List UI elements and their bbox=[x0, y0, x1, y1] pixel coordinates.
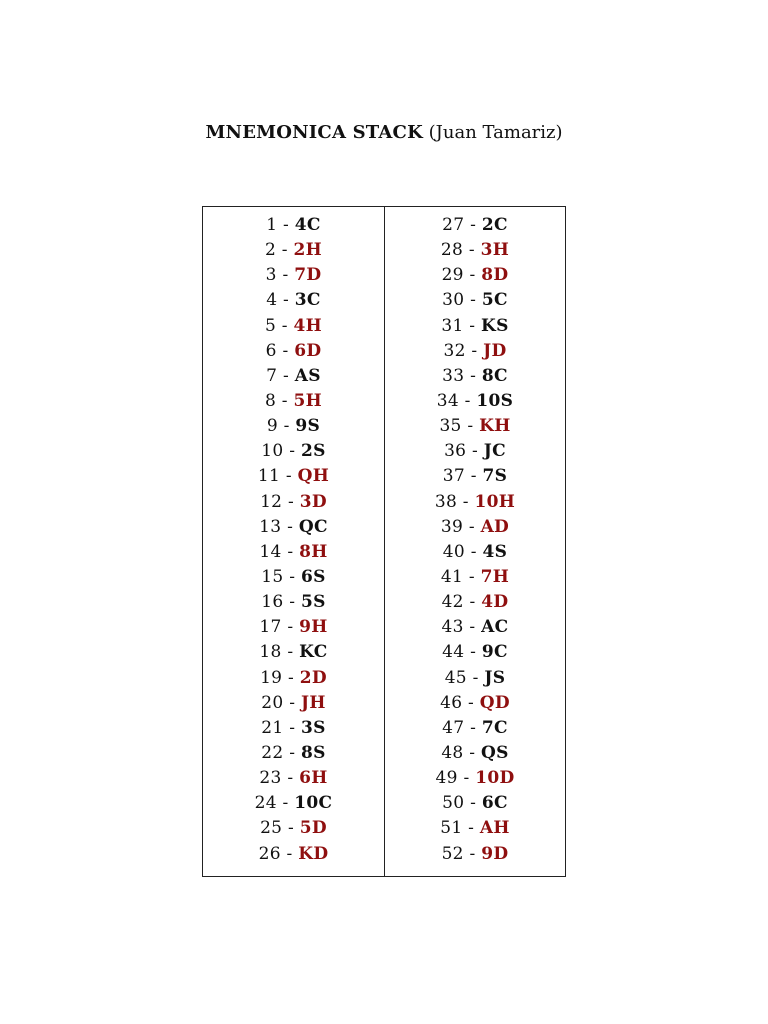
card-code: 7D bbox=[294, 265, 322, 286]
card-code: 6C bbox=[481, 793, 508, 814]
stack-entry bbox=[385, 615, 565, 640]
position-number: 22 bbox=[261, 742, 284, 763]
stack-entry bbox=[203, 364, 384, 389]
separator: - bbox=[280, 466, 298, 487]
position-number: 30 bbox=[442, 290, 465, 311]
card-code: 9C bbox=[481, 642, 508, 663]
stack-entry bbox=[203, 716, 384, 741]
separator: - bbox=[277, 215, 295, 235]
position-number: 8 bbox=[264, 390, 277, 411]
separator: - bbox=[281, 768, 300, 789]
separator: - bbox=[283, 742, 301, 763]
card-code: 2H bbox=[293, 240, 323, 261]
separator: - bbox=[457, 768, 476, 789]
separator: - bbox=[283, 692, 301, 713]
stack-entry bbox=[385, 640, 565, 665]
card-code: QC bbox=[298, 516, 328, 537]
separator: - bbox=[465, 340, 484, 361]
position-number: 24 bbox=[254, 793, 277, 814]
card-code: 5D bbox=[299, 818, 327, 839]
stack-entry bbox=[385, 263, 565, 288]
position-number: 20 bbox=[261, 692, 284, 713]
separator: - bbox=[283, 717, 301, 738]
position-number: 40 bbox=[442, 541, 466, 562]
separator: - bbox=[277, 416, 296, 437]
position-number: 14 bbox=[259, 541, 282, 562]
position-number: 15 bbox=[261, 566, 284, 587]
stack-entry bbox=[385, 842, 565, 867]
stack-entry bbox=[203, 615, 384, 640]
card-code: 10H bbox=[474, 491, 516, 512]
position-number: 43 bbox=[441, 617, 464, 638]
card-code: 9S bbox=[295, 416, 321, 437]
position-number: 32 bbox=[443, 340, 466, 361]
card-code: 3C bbox=[294, 290, 321, 311]
title-subtitle: (Juan Tamariz) bbox=[428, 122, 563, 143]
separator: - bbox=[277, 290, 295, 311]
stack-entry bbox=[385, 314, 565, 339]
separator: - bbox=[282, 818, 300, 839]
position-number: 1 bbox=[266, 215, 278, 235]
stack-entry bbox=[203, 389, 384, 414]
separator: - bbox=[276, 315, 294, 336]
card-code: 3D bbox=[299, 491, 327, 512]
separator: - bbox=[283, 566, 301, 587]
card-code: AS bbox=[294, 365, 321, 386]
card-code: JC bbox=[483, 441, 506, 462]
separator: - bbox=[281, 516, 299, 537]
position-number: 18 bbox=[259, 642, 282, 663]
separator: - bbox=[465, 466, 483, 487]
card-code: 4S bbox=[482, 541, 508, 562]
card-code: 6H bbox=[299, 768, 328, 789]
stack-entry bbox=[203, 414, 384, 439]
position-number: 21 bbox=[261, 717, 284, 738]
separator: - bbox=[463, 592, 482, 613]
separator: - bbox=[280, 843, 299, 864]
card-code: KH bbox=[479, 416, 511, 437]
card-code: KC bbox=[299, 642, 328, 663]
separator: - bbox=[463, 566, 481, 587]
separator: - bbox=[463, 240, 481, 261]
stack-entry bbox=[385, 464, 565, 489]
card-code: 10D bbox=[475, 768, 515, 789]
title-main: MNEMONICA STACK bbox=[205, 122, 423, 143]
position-number: 38 bbox=[434, 491, 458, 512]
position-number: 12 bbox=[260, 491, 283, 512]
card-code: 10S bbox=[476, 390, 514, 411]
card-code: 6D bbox=[294, 340, 322, 361]
position-number: 45 bbox=[444, 667, 467, 688]
separator: - bbox=[464, 717, 482, 738]
separator: - bbox=[281, 642, 300, 663]
separator: - bbox=[464, 642, 482, 663]
stack-entry bbox=[385, 414, 565, 439]
stack-entry bbox=[203, 213, 384, 238]
stack-entry bbox=[203, 691, 384, 716]
stack-entry bbox=[385, 741, 565, 766]
position-number: 35 bbox=[439, 416, 462, 437]
position-number: 6 bbox=[265, 340, 277, 361]
card-code: 5S bbox=[300, 592, 326, 613]
stack-column-left bbox=[203, 207, 384, 876]
position-number: 37 bbox=[442, 466, 466, 487]
stack-entry bbox=[203, 288, 384, 313]
separator: - bbox=[463, 617, 482, 638]
separator: - bbox=[463, 265, 482, 286]
stack-entry bbox=[203, 314, 384, 339]
card-code: 5C bbox=[481, 290, 508, 311]
stack-entry bbox=[203, 791, 384, 816]
position-number: 5 bbox=[264, 315, 277, 336]
separator: - bbox=[464, 793, 482, 814]
card-code: 4D bbox=[481, 592, 509, 613]
position-number: 51 bbox=[440, 818, 463, 839]
card-code: QD bbox=[479, 692, 510, 713]
separator: - bbox=[466, 441, 484, 462]
stack-entry bbox=[385, 590, 565, 615]
card-code: 2C bbox=[481, 215, 508, 235]
position-number: 52 bbox=[441, 843, 464, 864]
stack-entry bbox=[203, 590, 384, 615]
separator: - bbox=[462, 818, 480, 839]
card-code: KS bbox=[481, 315, 509, 336]
stack-entry bbox=[385, 515, 565, 540]
position-number: 4 bbox=[266, 290, 278, 311]
card-code: 7S bbox=[482, 466, 508, 487]
stack-entry bbox=[203, 666, 384, 691]
stack-entry bbox=[203, 439, 384, 464]
separator: - bbox=[283, 592, 301, 613]
stack-entry bbox=[203, 339, 384, 364]
card-code: JD bbox=[483, 340, 507, 361]
position-number: 11 bbox=[257, 466, 281, 487]
position-number: 49 bbox=[435, 768, 458, 789]
stack-entry bbox=[385, 716, 565, 741]
card-code: QS bbox=[481, 742, 509, 763]
separator: - bbox=[466, 667, 485, 688]
position-number: 41 bbox=[440, 566, 464, 587]
card-code: 5H bbox=[293, 390, 323, 411]
card-code: 8S bbox=[300, 742, 326, 763]
position-number: 26 bbox=[258, 843, 281, 864]
separator: - bbox=[276, 265, 295, 286]
separator: - bbox=[465, 541, 483, 562]
stack-entry bbox=[203, 464, 384, 489]
position-number: 33 bbox=[442, 365, 465, 386]
separator: - bbox=[283, 441, 301, 462]
card-code: QH bbox=[297, 466, 330, 487]
separator: - bbox=[462, 692, 480, 713]
separator: - bbox=[461, 416, 480, 437]
stack-entry bbox=[203, 842, 384, 867]
separator: - bbox=[463, 315, 482, 336]
separator: - bbox=[458, 390, 477, 411]
position-number: 7 bbox=[266, 365, 278, 386]
separator: - bbox=[276, 390, 294, 411]
card-code: JH bbox=[300, 692, 326, 713]
position-number: 23 bbox=[259, 768, 282, 789]
position-number: 29 bbox=[441, 265, 464, 286]
position-number: 27 bbox=[442, 215, 465, 235]
position-number: 25 bbox=[260, 818, 283, 839]
page-title bbox=[0, 120, 768, 146]
stack-entry bbox=[203, 766, 384, 791]
position-number: 34 bbox=[436, 390, 459, 411]
card-code: 9H bbox=[299, 617, 328, 638]
stack-entry bbox=[203, 565, 384, 590]
card-code: 4C bbox=[294, 215, 321, 235]
position-number: 10 bbox=[261, 441, 284, 462]
position-number: 31 bbox=[441, 315, 464, 336]
separator: - bbox=[464, 290, 482, 311]
stack-entry bbox=[385, 565, 565, 590]
separator: - bbox=[457, 491, 475, 512]
card-code: 9D bbox=[481, 843, 509, 864]
separator: - bbox=[464, 215, 482, 235]
position-number: 36 bbox=[444, 441, 467, 462]
position-number: 47 bbox=[442, 717, 465, 738]
card-code: KD bbox=[298, 843, 329, 864]
stack-entry bbox=[385, 540, 565, 565]
position-number: 17 bbox=[259, 617, 282, 638]
separator: - bbox=[276, 793, 295, 814]
stack-column-right bbox=[384, 207, 565, 876]
position-number: 19 bbox=[260, 667, 283, 688]
stack-entry bbox=[385, 339, 565, 364]
position-number: 16 bbox=[261, 592, 284, 613]
card-code: 8C bbox=[481, 365, 508, 386]
stack-entry bbox=[203, 490, 384, 515]
card-code: AC bbox=[481, 617, 509, 638]
stack-entry bbox=[385, 766, 565, 791]
stack-entry bbox=[385, 364, 565, 389]
stack-entry bbox=[385, 691, 565, 716]
card-code: 3S bbox=[300, 717, 326, 738]
separator: - bbox=[463, 742, 481, 763]
position-number: 50 bbox=[442, 793, 465, 814]
separator: - bbox=[463, 843, 482, 864]
stack-entry bbox=[385, 791, 565, 816]
stack-table bbox=[202, 206, 566, 877]
card-code: 7H bbox=[480, 566, 510, 587]
position-number: 46 bbox=[440, 692, 463, 713]
separator: - bbox=[464, 365, 482, 386]
position-number: 2 bbox=[264, 240, 277, 261]
position-number: 48 bbox=[441, 742, 464, 763]
separator: - bbox=[281, 617, 300, 638]
stack-entry bbox=[385, 213, 565, 238]
stack-entry bbox=[203, 640, 384, 665]
stack-entry bbox=[203, 540, 384, 565]
stack-entry bbox=[203, 741, 384, 766]
stack-entry bbox=[203, 263, 384, 288]
card-code: 2S bbox=[300, 441, 326, 462]
card-code: AD bbox=[480, 516, 510, 537]
separator: - bbox=[281, 541, 300, 562]
card-code: 3H bbox=[480, 240, 510, 261]
stack-entry bbox=[385, 490, 565, 515]
card-code: 6S bbox=[300, 566, 326, 587]
stack-entry bbox=[385, 439, 565, 464]
position-number: 39 bbox=[440, 516, 464, 537]
position-number: 42 bbox=[441, 592, 464, 613]
separator: - bbox=[463, 516, 481, 537]
card-code: 7C bbox=[481, 717, 508, 738]
card-code: JS bbox=[484, 667, 506, 688]
position-number: 9 bbox=[266, 416, 278, 437]
stack-entry bbox=[385, 666, 565, 691]
position-number: 28 bbox=[440, 240, 464, 261]
position-number: 3 bbox=[265, 265, 277, 286]
stack-entry bbox=[203, 816, 384, 841]
card-code: 8D bbox=[481, 265, 509, 286]
separator: - bbox=[282, 667, 300, 688]
stack-entry bbox=[385, 816, 565, 841]
card-code: 4H bbox=[293, 315, 323, 336]
stack-entry bbox=[203, 515, 384, 540]
separator: - bbox=[282, 491, 300, 512]
card-code: 10C bbox=[294, 793, 333, 814]
separator: - bbox=[276, 240, 294, 261]
separator: - bbox=[276, 340, 295, 361]
card-code: 2D bbox=[299, 667, 327, 688]
stack-entry bbox=[385, 389, 565, 414]
card-code: 8H bbox=[299, 541, 328, 562]
stack-entry bbox=[203, 238, 384, 263]
card-code: AH bbox=[479, 818, 510, 839]
stack-entry bbox=[385, 288, 565, 313]
separator: - bbox=[277, 365, 295, 386]
position-number: 13 bbox=[259, 516, 282, 537]
stack-entry bbox=[385, 238, 565, 263]
position-number: 44 bbox=[442, 642, 465, 663]
